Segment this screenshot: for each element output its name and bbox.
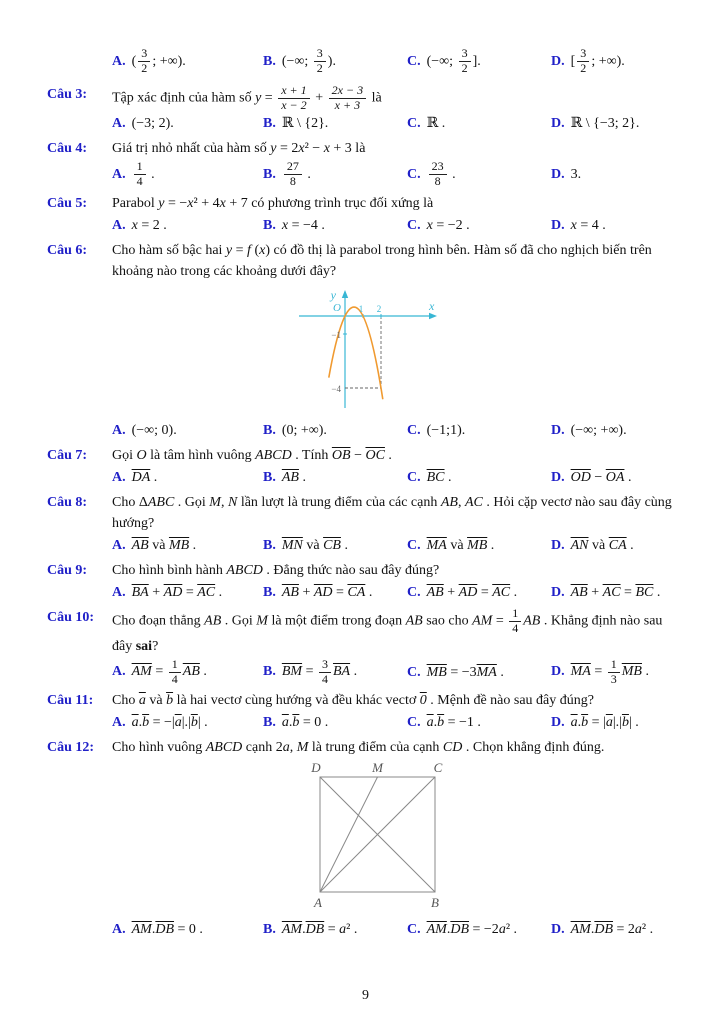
option-key: B. bbox=[263, 166, 276, 182]
option-text: $\overline{MA}$ = $\frac{1}{3}$ $\overline{MB}$ . bbox=[570, 656, 649, 686]
question-label: Câu 10: bbox=[47, 610, 95, 626]
tick-m4-label: −4 bbox=[331, 384, 341, 395]
option bbox=[407, 215, 547, 236]
option bbox=[407, 47, 547, 76]
option-key: D. bbox=[551, 167, 565, 183]
page-footer bbox=[47, 985, 684, 1010]
option-key: B. bbox=[263, 116, 276, 132]
option-key: A. bbox=[112, 538, 126, 554]
option-key: A. bbox=[112, 53, 126, 69]
x-axis-label: x bbox=[429, 299, 435, 314]
options-row bbox=[112, 113, 684, 134]
option bbox=[263, 467, 403, 488]
question-label: Câu 5: bbox=[47, 196, 88, 212]
option-text: x = −2 . bbox=[426, 218, 470, 234]
option-text: $\overline{MN}$ và $\overline{CB}$ . bbox=[281, 538, 348, 554]
option-text: $\overline{a}.\overline{b} = 0$ . bbox=[281, 715, 329, 731]
option bbox=[263, 582, 403, 603]
option-text: $\overline{MA}$ và $\overline{MB}$ . bbox=[426, 538, 495, 554]
option bbox=[112, 712, 259, 733]
option-text: x = 4 . bbox=[570, 218, 606, 234]
question bbox=[47, 492, 684, 556]
option bbox=[263, 420, 403, 441]
options-row bbox=[112, 535, 684, 556]
tick-2-label: 2 bbox=[376, 304, 382, 315]
option-text: $\overline{AB}$ . bbox=[281, 470, 306, 486]
option-key: D. bbox=[551, 116, 565, 132]
option-text: (−∞; 0). bbox=[131, 423, 177, 439]
question bbox=[47, 445, 684, 488]
option-key: B. bbox=[263, 538, 276, 554]
option-key: B. bbox=[263, 664, 276, 680]
page-number: 9 bbox=[362, 988, 369, 1003]
option-text: [ $\frac{3}{2}$ ; +∞). bbox=[570, 46, 625, 75]
option-text: $\overline{AM}.\overline{DB} = a^2$ . bbox=[281, 922, 358, 938]
option bbox=[551, 658, 684, 687]
option-key: B. bbox=[263, 715, 276, 731]
option-text: $\overline{AB} + \overline{AD} = \overline{AC}$ . bbox=[426, 585, 518, 601]
y-axis-label: y bbox=[330, 288, 336, 303]
option-key: C. bbox=[407, 470, 421, 486]
option bbox=[112, 420, 259, 441]
option bbox=[407, 712, 547, 733]
options-row bbox=[112, 160, 684, 189]
question-text: Cho ΔABC . Gọi M, N lần lượt là trung điểm của các cạnh AB, AC . Hỏi cặp vectơ nào sau đây cùng hướng? bbox=[112, 495, 672, 532]
question-text: Cho đoạn thẳng AB . Gọi M là một điểm trong đoạn AB sao cho AM = $\frac{1}{4}$ AB . Khẳng định nào sau đây sai? bbox=[112, 606, 663, 654]
option-key: A. bbox=[112, 166, 126, 182]
option-text: $\overline{AN}$ và $\overline{CA}$ . bbox=[570, 538, 634, 554]
option-text: (−∞; +∞). bbox=[570, 423, 627, 439]
question-text: Parabol y = −x² + 4x + 7 có phương trình trục đối xứng là bbox=[112, 196, 434, 212]
option bbox=[551, 535, 684, 556]
option bbox=[407, 662, 547, 683]
option bbox=[112, 113, 259, 134]
option-key: B. bbox=[263, 53, 276, 69]
option-text: ℝ \ {2}. bbox=[281, 116, 329, 132]
option-text: $\frac{23}{8}$ . bbox=[427, 167, 456, 182]
option bbox=[551, 164, 684, 185]
options-row bbox=[112, 582, 684, 603]
option bbox=[263, 160, 403, 189]
option-key: D. bbox=[551, 585, 565, 601]
option bbox=[407, 160, 547, 189]
option-text: $\frac{27}{8}$ . bbox=[282, 167, 311, 182]
question bbox=[47, 607, 684, 686]
option-key: C. bbox=[407, 423, 421, 439]
option-key: D. bbox=[551, 470, 565, 486]
option bbox=[112, 160, 259, 189]
tick-1-label: 1 bbox=[358, 304, 364, 315]
option-key: A. bbox=[112, 585, 126, 601]
vertex-b-label: B bbox=[431, 895, 439, 911]
option-text: $\overline{BA} + \overline{AD} = \overline{AC}$ . bbox=[131, 585, 223, 601]
option-key: A. bbox=[112, 922, 126, 938]
question bbox=[47, 690, 684, 733]
option-text: $\overline{BC}$ . bbox=[426, 470, 452, 486]
option bbox=[407, 420, 547, 441]
option-key: A. bbox=[112, 715, 126, 731]
option-text: $\frac{1}{4}$ . bbox=[132, 167, 155, 182]
option-text: (−∞; $\frac{3}{2}$ ]. bbox=[426, 46, 481, 75]
question bbox=[47, 560, 684, 603]
options-row bbox=[112, 658, 684, 687]
option-text: $\overline{BM}$ = $\frac{3}{4}$ $\overline{BA}$ . bbox=[281, 656, 358, 686]
option bbox=[407, 919, 547, 940]
option bbox=[263, 712, 403, 733]
option bbox=[112, 467, 259, 488]
question-label: Câu 11: bbox=[47, 693, 94, 709]
question-text: Cho hình bình hành ABCD . Đẳng thức nào sau đây đúng? bbox=[112, 563, 440, 579]
question-label: Câu 4: bbox=[47, 141, 88, 157]
option-text: $\overline{OD} - \overline{OA}$ . bbox=[570, 470, 632, 486]
option-text: $\overline{a}.\overline{b} = -1$ . bbox=[426, 715, 481, 731]
question-text: Tập xác định của hàm số y = $\frac{x + 1}{x - 2}$ + $\frac{2x - 3}{x + 3}$ là bbox=[112, 82, 382, 112]
option-key: B. bbox=[263, 423, 276, 439]
question-label: Câu 6: bbox=[47, 243, 88, 259]
option-key: B. bbox=[263, 922, 276, 938]
question-text: Giá trị nhỏ nhất của hàm số y = 2x² − x + 3 là bbox=[112, 141, 366, 157]
option-key: A. bbox=[112, 423, 126, 439]
option bbox=[407, 467, 547, 488]
option bbox=[551, 467, 684, 488]
option bbox=[112, 919, 259, 940]
option bbox=[263, 919, 403, 940]
option-key: C. bbox=[407, 166, 421, 182]
option-key: D. bbox=[551, 715, 565, 731]
y-axis-arrow bbox=[342, 290, 348, 298]
prev-options-row bbox=[112, 47, 684, 76]
option-key: D. bbox=[551, 538, 565, 554]
option-key: D. bbox=[551, 218, 565, 234]
option-text: $\overline{AM}.\overline{DB} = 2a^2$ . bbox=[570, 922, 654, 938]
option-key: B. bbox=[263, 470, 276, 486]
option bbox=[407, 535, 547, 556]
x-axis-arrow bbox=[429, 313, 437, 319]
question-text: Gọi O là tâm hình vuông ABCD . Tính $\overline{OB} - \overline{OC}$ . bbox=[112, 448, 392, 464]
option-text: (−3; 2). bbox=[131, 116, 174, 132]
segment-am bbox=[320, 777, 378, 892]
option bbox=[551, 582, 684, 603]
option bbox=[407, 582, 547, 603]
option bbox=[263, 113, 403, 134]
option-text: $\overline{MB} = -3\overline{MA}$ . bbox=[426, 664, 504, 680]
option-text: (0; +∞). bbox=[281, 423, 327, 439]
options-row bbox=[112, 712, 684, 733]
option bbox=[551, 919, 684, 940]
option bbox=[551, 712, 684, 733]
option-key: A. bbox=[112, 470, 126, 486]
option-key: D. bbox=[551, 922, 565, 938]
question-label: Câu 8: bbox=[47, 495, 88, 511]
option bbox=[263, 535, 403, 556]
question bbox=[47, 84, 684, 135]
option-text: $\overline{AB}$ và $\overline{MB}$ . bbox=[131, 538, 197, 554]
question-label: Câu 7: bbox=[47, 448, 88, 464]
vertex-d-label: D bbox=[311, 762, 321, 776]
option bbox=[112, 658, 259, 687]
option-text: ℝ \ {−3; 2}. bbox=[570, 116, 640, 132]
question bbox=[47, 737, 684, 940]
tick-m1-label: −1 bbox=[331, 330, 341, 341]
question bbox=[47, 240, 684, 441]
option-key: B. bbox=[263, 218, 276, 234]
option-key: A. bbox=[112, 116, 126, 132]
option-key: C. bbox=[407, 664, 421, 680]
option-text: $\overline{AB} + \overline{AC} = \overline{BC}$ . bbox=[570, 585, 661, 601]
options-row bbox=[112, 420, 684, 441]
option-text: ( $\frac{3}{2}$ ; +∞). bbox=[131, 46, 186, 75]
option-text: x = −4 . bbox=[281, 218, 325, 234]
option-text: $\overline{AB} + \overline{AD} = \overline{CA}$ . bbox=[281, 585, 373, 601]
option bbox=[551, 215, 684, 236]
question-text: Cho hàm số bậc hai y = f (x) có đồ thị là parabol trong hình bên. Hàm số đã cho nghịch biến trên khoảng nào trong các khoảng dưới đây? bbox=[112, 243, 652, 280]
question bbox=[47, 138, 684, 189]
question-label: Câu 9: bbox=[47, 563, 88, 579]
option bbox=[263, 47, 403, 76]
question bbox=[47, 193, 684, 236]
option-text: (−1;1). bbox=[426, 423, 466, 439]
option-key: C. bbox=[407, 116, 421, 132]
vertex-a-label: A bbox=[314, 895, 322, 911]
parabola-figure bbox=[295, 286, 684, 418]
option-text: x = 2 . bbox=[131, 218, 167, 234]
option bbox=[112, 535, 259, 556]
option-key: B. bbox=[263, 585, 276, 601]
option-key: D. bbox=[551, 423, 565, 439]
midpoint-m-label: M bbox=[372, 762, 383, 776]
option bbox=[551, 47, 684, 76]
option-text: $\overline{AM}$ = $\frac{1}{4}$ $\overline{AB}$ . bbox=[131, 656, 207, 686]
option-text: 3. bbox=[570, 167, 582, 183]
options-row bbox=[112, 919, 684, 940]
option-key: C. bbox=[407, 922, 421, 938]
option-text: (−∞; $\frac{3}{2}$ ). bbox=[281, 46, 336, 75]
option bbox=[263, 215, 403, 236]
options-row bbox=[112, 215, 684, 236]
option-key: C. bbox=[407, 53, 421, 69]
question-label: Câu 3: bbox=[47, 86, 88, 102]
option-key: C. bbox=[407, 538, 421, 554]
option-text: $\overline{AM}.\overline{DB} = 0$ . bbox=[131, 922, 203, 938]
options-row bbox=[112, 467, 684, 488]
option bbox=[112, 215, 259, 236]
option-text: $\overline{a}.\overline{b} = -|\overline{a}|.|\overline{b}|$ . bbox=[131, 715, 208, 731]
option-text: ℝ . bbox=[426, 116, 446, 132]
question-text: Cho hình vuông ABCD cạnh 2a, M là trung điểm của cạnh CD . Chọn khẳng định đúng. bbox=[112, 740, 605, 756]
option-key: D. bbox=[551, 53, 565, 69]
option-key: D. bbox=[551, 664, 565, 680]
option bbox=[263, 658, 403, 687]
option-key: A. bbox=[112, 664, 126, 680]
option bbox=[551, 113, 684, 134]
option-text: $\overline{AM}.\overline{DB} = -2a^2$ . bbox=[426, 922, 518, 938]
option bbox=[407, 113, 547, 134]
question-text: Cho $\overline{a}$ và $\overline{b}$ là hai vectơ cùng hướng và đều khác vectơ 0 . Mệnh đề nào sau đây đúng? bbox=[112, 693, 594, 709]
option-key: C. bbox=[407, 585, 421, 601]
origin-label: O bbox=[333, 302, 341, 315]
option bbox=[112, 582, 259, 603]
option-key: C. bbox=[407, 715, 421, 731]
vertex-c-label: C bbox=[433, 762, 443, 776]
option-key: A. bbox=[112, 218, 126, 234]
option bbox=[551, 420, 684, 441]
option-text: $\overline{a}.\overline{b} = |\overline{a}|.|\overline{b}|$ . bbox=[570, 715, 639, 731]
square-figure bbox=[295, 762, 684, 917]
option-text: $\overline{DA}$ . bbox=[131, 470, 158, 486]
option-key: C. bbox=[407, 218, 421, 234]
question-label: Câu 12: bbox=[47, 740, 95, 756]
option bbox=[112, 47, 259, 76]
